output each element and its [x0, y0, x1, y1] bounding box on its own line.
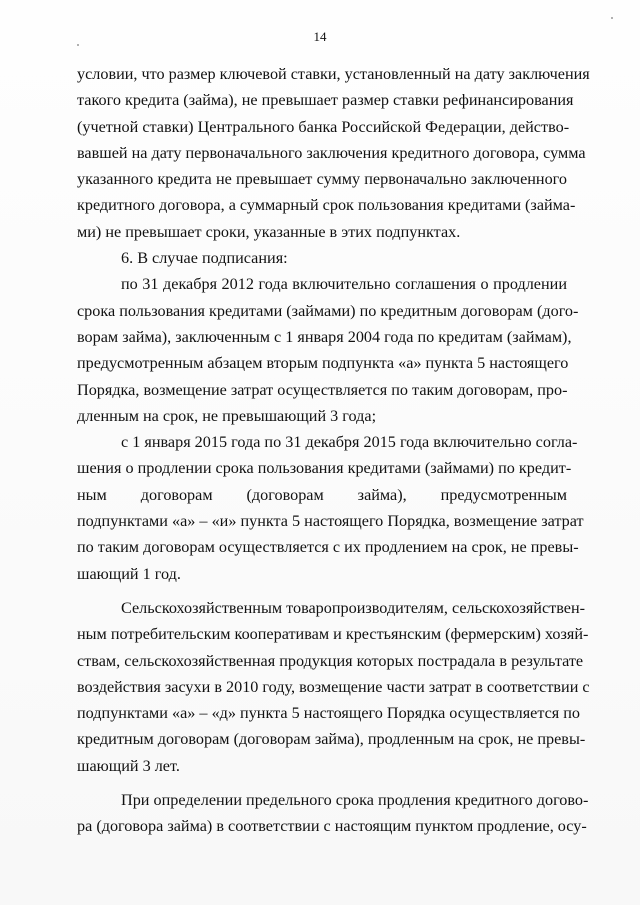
text-word: предусмотренным — [440, 485, 567, 504]
text-line: 6. В случае подписания: — [121, 249, 288, 268]
text-line: по 31 декабря 2012 года включительно соглашения о продлении — [121, 275, 567, 294]
text-line: ным потребительским кооперативам и крестьянским (фермерским) хозяй- — [77, 625, 589, 644]
text-line: шающий 1 год. — [77, 564, 181, 583]
text-line-spread — [77, 482, 567, 508]
text-word: займа), — [357, 485, 407, 504]
text-line: кредитного договора, а суммарный срок пользования кредитами (займа- — [77, 196, 576, 215]
document-body — [77, 61, 590, 840]
text-line: воздействия засухи в 2010 году, возмещение части затрат в соответствии с — [77, 677, 590, 696]
text-line: с 1 января 2015 года по 31 декабря 2015 года включительно согла- — [121, 433, 578, 452]
text-line: предусмотренным абзацем вторым подпункта «а» пункта 5 настоящего — [77, 354, 569, 373]
text-line: по таким договорам осуществляется с их продлением на срок, не превы- — [77, 538, 579, 557]
text-word: ным — [77, 485, 107, 504]
text-line: Порядка, возмещение затрат осуществляется по таким договорам, про- — [77, 380, 568, 399]
text-word: (договорам — [246, 485, 324, 504]
text-line: подпунктами «а» – «д» пункта 5 настоящего Порядка осуществляется по — [77, 704, 581, 723]
text-line: шающий 3 лет. — [77, 756, 180, 775]
text-line: подпунктами «а» – «и» пункта 5 настоящего Порядка, возмещение затрат — [77, 512, 584, 531]
text-line: ворам займа), заключенным с 1 января 2004 года по кредитам (займам), — [77, 327, 572, 346]
page-number: 14 — [313, 29, 327, 44]
text-word: договорам — [140, 485, 213, 504]
text-line: кредитным договорам (договорам займа), продленным на срок, не превы- — [77, 730, 586, 749]
text-line: срока пользования кредитами (займами) по кредитным договорам (дого- — [77, 301, 579, 320]
text-line: ми) не превышает сроки, указанные в этих подпунктах. — [77, 222, 461, 241]
text-line: условии, что размер ключевой ставки, установленный на дату заключения — [77, 65, 590, 83]
text-line: ствам, сельскохозяйственная продукция которых пострадала в результате — [77, 651, 584, 670]
text-line: При определении предельного срока продления кредитного догово- — [121, 791, 589, 810]
text-line: Сельскохозяйственным товаропроизводителям, сельскохозяйствен- — [121, 598, 586, 617]
text-line: (учетной ставки) Центрального банка Российской Федерации, действо- — [77, 117, 570, 136]
text-line: указанного кредита не превышает сумму первоначально заключенного — [77, 170, 567, 189]
text-line: шения о продлении срока пользования кредитами (займами) по кредит- — [77, 459, 572, 478]
text-line: ра (договора займа) в соответствии с настоящим пунктом продление, осу- — [77, 817, 587, 836]
text-line: вавшей на дату первоначального заключения кредитного договора, сумма — [77, 143, 586, 162]
scan-speck — [611, 17, 613, 19]
text-line: дленным на срок, не превышающий 3 года; — [77, 406, 377, 425]
text-line: такого кредита (займа), не превышает размер ставки рефинансирования — [77, 91, 574, 110]
